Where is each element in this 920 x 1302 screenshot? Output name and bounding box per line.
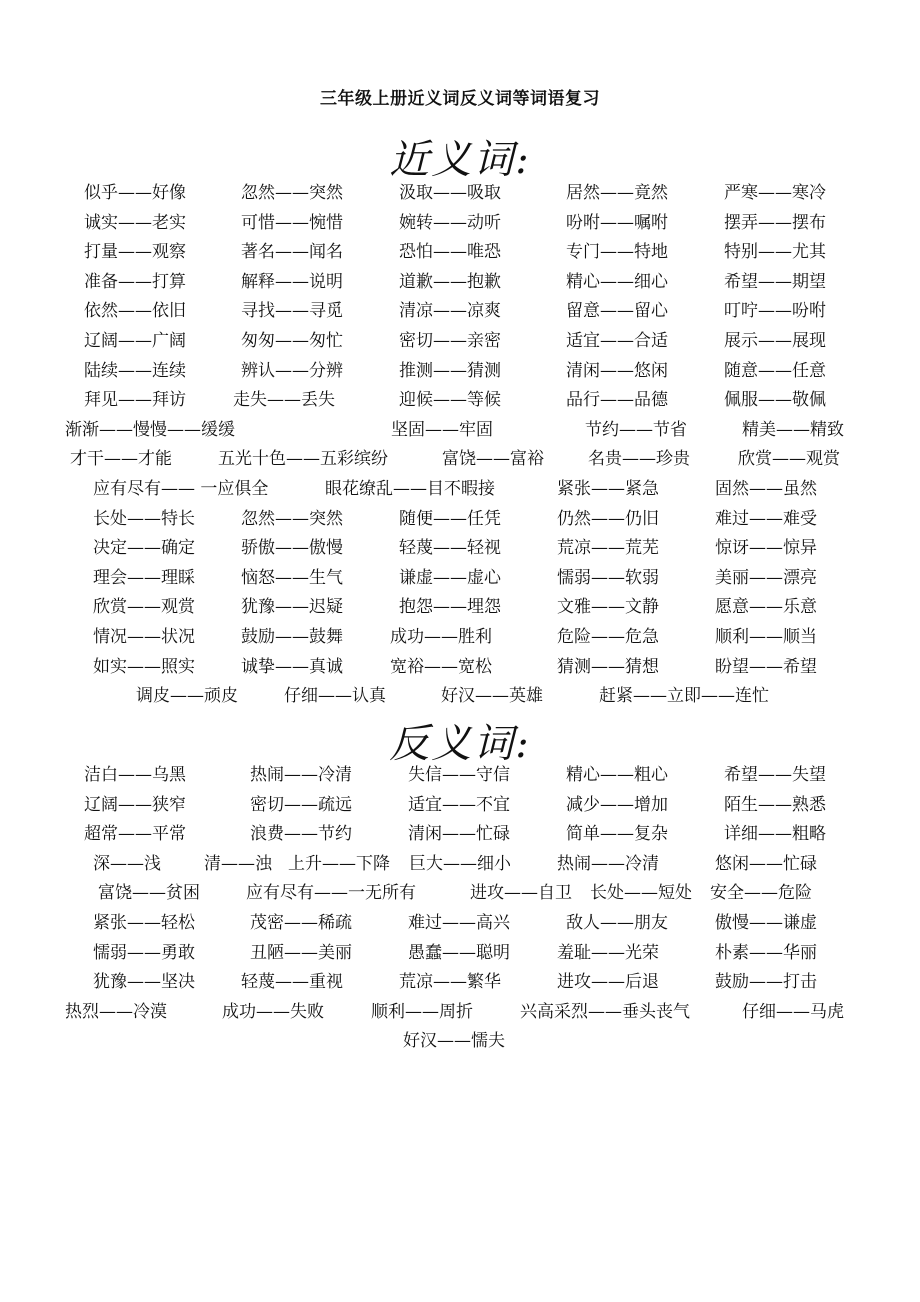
page-title: 三年级上册近义词反义词等词语复习: [320, 89, 600, 109]
synonym-row: [0, 326, 920, 356]
antonym-pair: 紧张——轻松: [93, 913, 195, 933]
antonym-pair: 热闹——冷清: [557, 853, 659, 874]
synonym-pair: 品行——品德: [566, 390, 668, 411]
synonym-row: [0, 504, 920, 534]
synonym-pair: 走失——丢失: [233, 390, 335, 411]
synonym-pair: 文雅——文静: [557, 597, 659, 618]
antonym-pair: 悠闲——忙碌: [715, 853, 817, 874]
antonym-pair: 朴素——华丽: [715, 942, 817, 963]
synonym-pair: 道歉——抱歉: [399, 271, 501, 292]
antonym-pair: 富饶——贫困: [98, 883, 200, 904]
antonym-pair: 鼓励——打击: [715, 972, 817, 993]
synonym-pair: 忽然——突然: [241, 508, 343, 529]
synonym-pair: 理会——理睬: [93, 567, 195, 588]
synonym-pair: 寻找——寻觅: [241, 301, 343, 322]
antonym-row: [0, 819, 920, 849]
antonym-pair: 详细——粗略: [724, 824, 826, 845]
synonym-pair: 清闲——悠闲: [566, 360, 668, 381]
synonym-row: [0, 385, 920, 415]
antonym-pair: 犹豫——坚决: [93, 972, 195, 993]
synonym-pair: 调皮——顽皮: [136, 686, 238, 707]
synonym-row: [0, 474, 920, 504]
antonym-pair: 浪费——节约: [250, 824, 352, 845]
antonym-row: [0, 908, 920, 938]
synonym-pair: 仍然——仍旧: [557, 508, 659, 529]
antonym-row: [0, 849, 920, 879]
synonym-row: [0, 444, 920, 474]
antonym-row: [0, 1026, 920, 1056]
antonym-pair: 热闹——冷清: [250, 765, 352, 785]
synonym-pair: 似乎——好像: [84, 183, 186, 203]
synonym-pair: 匆匆——匆忙: [241, 331, 343, 351]
synonym-pair: 固然——虽然: [715, 479, 817, 499]
synonym-pair: 恐怕——唯恐: [399, 242, 501, 263]
antonym-pair: 好汉——懦夫: [403, 1031, 505, 1052]
synonym-pair: 节约——节省: [585, 419, 687, 440]
synonym-row: [0, 296, 920, 326]
synonym-pair: 富饶——富裕: [442, 449, 544, 470]
synonym-pair: 展示——展现: [724, 331, 826, 351]
synonym-pair: 愿意——乐意: [715, 597, 817, 618]
antonym-pair: 清——浊: [204, 853, 272, 874]
antonym-pair: 清闲——忙碌: [408, 824, 510, 845]
antonym-pair: 超常——平常: [84, 824, 186, 845]
synonym-pair: 忽然——突然: [241, 183, 343, 203]
synonym-pair: 可惜——惋惜: [241, 212, 343, 233]
synonym-pair: 名贵——珍贵: [588, 449, 690, 470]
synonym-pair: 佩服——敬佩: [724, 390, 826, 411]
synonym-row: [0, 533, 920, 563]
synonym-pair: 恼怒——生气: [241, 567, 343, 588]
synonym-row: [0, 622, 920, 652]
synonym-pair: 精心——细心: [566, 271, 668, 292]
antonym-pair: 长处——短处: [590, 883, 692, 904]
antonym-pair: 荒凉——繁华: [399, 972, 501, 993]
synonym-pair: 迎候——等候: [399, 390, 501, 411]
synonym-row: [0, 178, 920, 208]
antonym-pair: 巨大——细小: [409, 853, 511, 874]
synonym-pair: 婉转——动听: [399, 212, 501, 233]
synonym-pair: 辨认——分辨: [241, 360, 343, 381]
synonym-pair: 美丽——漂亮: [715, 567, 817, 588]
synonym-pair: 危险——危急: [557, 627, 659, 647]
synonym-pair: 五光十色——五彩缤纷: [218, 449, 388, 470]
antonym-pair: 深——浅: [93, 853, 161, 874]
synonym-pair: 著名——闻名: [241, 242, 343, 263]
synonym-pair: 辽阔——广阔: [84, 331, 186, 351]
synonym-pair: 好汉——英雄: [441, 686, 543, 707]
antonym-row: [0, 790, 920, 820]
synonym-pair: 随意——任意: [724, 360, 826, 381]
synonym-row: [0, 208, 920, 238]
antonym-pair: 敌人——朋友: [566, 913, 668, 933]
antonym-pair: 失信——守信: [408, 765, 510, 785]
synonym-row: [0, 681, 920, 711]
antonym-pair: 应有尽有——一无所有: [246, 883, 416, 904]
synonym-pair: 顺利——顺当: [715, 627, 817, 647]
synonym-pair: 应有尽有—— 一应俱全: [93, 479, 269, 499]
antonym-pair: 愚蠢——聪明: [408, 942, 510, 963]
synonym-pair: 赶紧——立即——连忙: [599, 686, 769, 707]
synonym-pair: 抱怨——埋怨: [399, 597, 501, 618]
antonym-row: [0, 878, 920, 908]
antonym-pair: 傲慢——谦虚: [715, 913, 817, 933]
synonym-pair: 长处——特长: [93, 508, 195, 529]
synonym-pair: 叮咛——吩咐: [724, 301, 826, 322]
antonym-pair: 密切——疏远: [250, 794, 352, 815]
synonym-pair: 摆弄——摆布: [724, 212, 826, 233]
synonym-pair: 精美——精致: [742, 419, 844, 440]
antonym-pair: 顺利——周折: [371, 1001, 473, 1022]
antonym-pair: 适宜——不宜: [408, 794, 510, 815]
synonym-pair: 惊讶——惊异: [715, 538, 817, 559]
synonym-pair: 如实——照实: [93, 656, 195, 677]
synonym-pair: 汲取——吸取: [399, 183, 501, 203]
synonym-pair: 骄傲——傲慢: [241, 538, 343, 559]
synonym-pair: 欣赏——观赏: [93, 597, 195, 618]
synonym-pair: 难过——难受: [715, 508, 817, 529]
synonym-row: [0, 415, 920, 445]
antonym-pair: 热烈——冷漠: [65, 1001, 167, 1022]
antonym-pair: 陌生——熟悉: [724, 794, 826, 815]
antonym-pair: 精心——粗心: [566, 765, 668, 785]
synonym-row: [0, 237, 920, 267]
synonym-pair: 才干——才能: [70, 449, 172, 470]
synonym-pair: 推测——猜测: [399, 360, 501, 381]
synonym-pair: 吩咐——嘱咐: [566, 212, 668, 233]
synonym-pair: 希望——期望: [724, 271, 826, 292]
synonym-pair: 清凉——凉爽: [399, 301, 501, 322]
synonym-pair: 情况——状况: [93, 627, 195, 647]
synonym-pair: 专门——特地: [566, 242, 668, 263]
antonym-row: [0, 997, 920, 1027]
synonym-pair: 随便——任凭: [399, 508, 501, 529]
synonym-pair: 诚实——老实: [84, 212, 186, 233]
synonym-pair: 欣赏——观赏: [738, 449, 840, 470]
synonym-row: [0, 356, 920, 386]
synonym-pair: 解释——说明: [241, 271, 343, 292]
antonym-pair: 简单——复杂: [566, 824, 668, 845]
antonyms-heading: 反义词:: [389, 721, 531, 767]
synonym-pair: 留意——留心: [566, 301, 668, 322]
synonym-pair: 居然——竟然: [566, 183, 668, 203]
synonym-pair: 严寒——寒冷: [724, 183, 826, 203]
synonym-pair: 渐渐——慢慢——缓缓: [65, 419, 235, 440]
synonym-pair: 猜测——猜想: [557, 656, 659, 677]
synonym-pair: 谦虚——虚心: [399, 567, 501, 588]
synonym-pair: 宽裕——宽松: [390, 656, 492, 677]
synonym-row: [0, 592, 920, 622]
antonym-row: [0, 938, 920, 968]
antonym-pair: 上升——下降: [288, 853, 390, 874]
synonym-pair: 鼓励——鼓舞: [241, 627, 343, 647]
antonym-pair: 兴高采烈——垂头丧气: [520, 1001, 690, 1022]
synonym-pair: 特别——尤其: [724, 242, 826, 263]
antonym-pair: 进攻——后退: [557, 972, 659, 993]
synonym-pair: 决定——确定: [93, 538, 195, 559]
synonym-pair: 依然——依旧: [84, 301, 186, 322]
synonym-pair: 盼望——希望: [715, 656, 817, 677]
synonym-pair: 准备——打算: [84, 271, 186, 292]
synonym-pair: 轻蔑——轻视: [399, 538, 501, 559]
synonym-pair: 仔细——认真: [284, 686, 386, 707]
synonym-row: [0, 267, 920, 297]
synonym-pair: 密切——亲密: [399, 331, 501, 351]
antonym-pair: 安全——危险: [710, 883, 812, 904]
synonym-pair: 坚固——牢固: [391, 419, 493, 440]
antonym-pair: 洁白——乌黑: [84, 765, 186, 785]
synonym-pair: 打量——观察: [84, 242, 186, 263]
synonyms-heading: 近义词:: [389, 137, 531, 183]
antonym-pair: 进攻——自卫: [470, 883, 572, 904]
antonym-pair: 难过——高兴: [408, 913, 510, 933]
synonym-pair: 荒凉——荒芜: [557, 538, 659, 559]
synonym-pair: 犹豫——迟疑: [241, 597, 343, 618]
antonym-pair: 希望——失望: [724, 765, 826, 785]
antonym-pair: 丑陋——美丽: [250, 942, 352, 963]
synonym-pair: 紧张——紧急: [557, 479, 659, 499]
antonym-pair: 茂密——稀疏: [250, 913, 352, 933]
synonym-pair: 成功——胜利: [390, 627, 492, 647]
antonym-row: [0, 967, 920, 997]
antonym-pair: 轻蔑——重视: [241, 972, 343, 993]
synonym-pair: 拜见——拜访: [84, 390, 186, 411]
antonym-pair: 仔细——马虎: [742, 1001, 844, 1022]
synonym-row: [0, 652, 920, 682]
synonym-pair: 诚挚——真诚: [241, 656, 343, 677]
synonym-pair: 懦弱——软弱: [557, 567, 659, 588]
synonym-pair: 适宜——合适: [566, 331, 668, 351]
antonym-pair: 减少——增加: [566, 794, 668, 815]
synonym-row: [0, 563, 920, 593]
antonym-pair: 辽阔——狭窄: [84, 794, 186, 815]
synonym-pair: 陆续——连续: [84, 360, 186, 381]
antonym-pair: 成功——失败: [222, 1001, 324, 1022]
antonym-pair: 羞耻——光荣: [557, 942, 659, 963]
antonym-row: [0, 760, 920, 790]
antonym-pair: 懦弱——勇敢: [93, 942, 195, 963]
synonym-pair: 眼花缭乱——目不暇接: [325, 479, 495, 499]
